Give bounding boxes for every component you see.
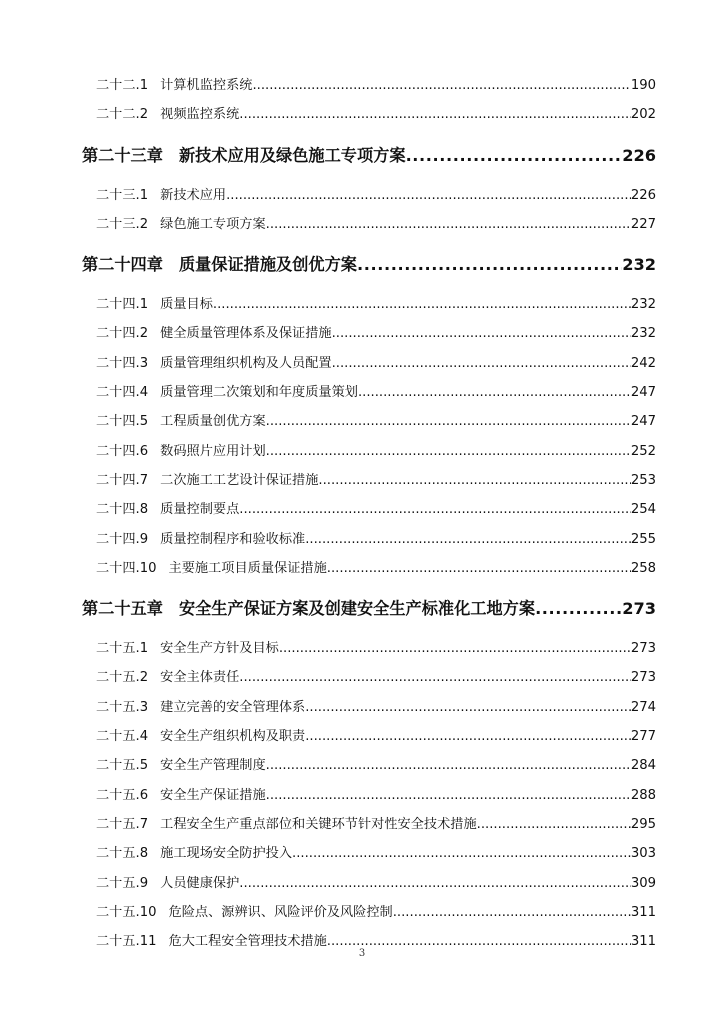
toc-entry-page: 273 [630,670,656,686]
toc-dot-leader [239,663,631,692]
toc-entry-number: 第二十四章 [82,255,163,275]
toc-entry-title: 工程安全生产重点部位和关键环节针对性安全技术措施 [160,816,477,832]
toc-entry-number: 二十五.11 [96,934,157,950]
toc-dot-leader [535,583,622,634]
toc-entry-title: 质量目标 [160,297,213,313]
toc-dot-leader [266,407,631,436]
toc-entry-page: 247 [630,385,656,401]
toc-entry-number: 二十四.3 [96,355,149,371]
toc-entry-number: 二十五.3 [96,699,149,715]
toc-entry-number: 二十五.7 [96,816,149,832]
toc-section-entry[interactable] [82,290,656,319]
toc-entry-page: 232 [630,326,656,342]
toc-entry-number: 二十五.2 [96,670,149,686]
toc-entry-page: 273 [630,641,656,657]
toc-entry-page: 202 [630,107,656,123]
toc-entry-title: 视频监控系统 [160,107,240,123]
toc-dot-leader [239,869,631,898]
toc-dot-leader [239,100,631,129]
toc-entry-number: 二十四.6 [96,443,149,459]
toc-section-entry[interactable] [82,210,656,239]
toc-dot-leader [332,319,631,348]
toc-entry-title: 健全质量管理体系及保证措施 [160,326,332,342]
toc-entry-page: 232 [622,255,656,275]
toc-entry-number: 二十五.8 [96,846,149,862]
toc-entry-number: 二十四.5 [96,414,149,430]
toc-entry-page: 284 [630,758,656,774]
toc-dot-leader [305,722,631,751]
toc-entry-page: 254 [630,502,656,518]
toc-entry-number: 二十五.6 [96,787,149,803]
toc-entry-page: 247 [630,414,656,430]
toc-entry-page: 258 [630,560,656,576]
toc-entry-title: 危大工程安全管理技术措施 [168,934,327,950]
toc-section-entry[interactable] [82,869,656,898]
toc-entry-number: 二十四.10 [96,560,157,576]
toc-entry-title: 数码照片应用计划 [160,443,266,459]
toc-entry-page: 227 [630,216,656,232]
toc-entry-title: 绿色施工专项方案 [160,216,266,232]
toc-entry-title: 计算机监控系统 [160,78,253,93]
toc-entry-title: 新技术应用及绿色施工专项方案 [178,145,406,165]
toc-entry-title: 工程质量创优方案 [160,414,266,430]
toc-entry-number: 二十三.1 [96,187,149,203]
toc-dot-leader [266,751,631,780]
toc-entry-number: 第二十三章 [82,145,163,165]
toc-entry-title: 二次施工工艺设计保证措施 [160,472,319,488]
toc-dot-leader [266,437,631,466]
toc-entry-number: 二十四.8 [96,502,149,518]
toc-entry-title: 质量控制要点 [160,502,240,518]
toc-entry-page: 226 [622,145,656,165]
toc-entry-number: 二十五.10 [96,904,157,920]
toc-entry-title: 施工现场安全防护投入 [160,846,293,862]
toc-dot-leader [226,181,631,210]
toc-dot-leader [239,495,631,524]
toc-section-entry[interactable] [82,663,656,692]
toc-entry-number: 二十三.2 [96,216,149,232]
toc-entry-page: 288 [630,787,656,803]
table-of-contents [82,71,656,956]
toc-entry-title: 新技术应用 [160,187,227,203]
toc-section-entry[interactable] [82,525,656,554]
toc-dot-leader [358,378,631,407]
toc-section-entry[interactable] [82,810,656,839]
toc-section-entry[interactable] [82,181,656,210]
toc-chapter-entry[interactable] [82,130,656,181]
toc-entry-number: 二十四.1 [96,297,149,313]
toc-entry-title: 安全主体责任 [160,670,240,686]
toc-section-entry[interactable] [82,634,656,663]
toc-section-entry[interactable] [82,319,656,348]
toc-entry-page: 303 [630,846,656,862]
toc-section-entry[interactable] [82,100,656,129]
toc-section-entry[interactable] [82,466,656,495]
toc-entry-title: 质量控制程序和验收标准 [160,531,306,547]
toc-section-entry[interactable] [82,407,656,436]
toc-entry-title: 质量管理二次策划和年度质量策划 [160,385,358,401]
toc-entry-number: 二十四.7 [96,472,149,488]
toc-dot-leader [279,634,631,663]
toc-entry-page: 309 [630,875,656,891]
toc-entry-page: 311 [630,934,656,950]
toc-section-entry[interactable] [82,693,656,722]
toc-section-entry[interactable] [82,71,656,100]
toc-entry-title: 质量管理组织机构及人员配置 [160,355,332,371]
toc-dot-leader [305,693,631,722]
toc-entry-title: 安全生产组织机构及职责 [160,729,306,745]
toc-entry-number: 二十五.5 [96,758,149,774]
toc-dot-leader [292,839,631,868]
toc-dot-leader [252,71,630,100]
toc-entry-title: 人员健康保护 [160,875,240,891]
toc-entry-page: 232 [630,297,656,313]
toc-dot-leader [393,898,631,927]
toc-entry-page: 255 [630,531,656,547]
toc-section-entry[interactable] [82,839,656,868]
page-number: 3 [358,948,366,959]
toc-section-entry[interactable] [82,781,656,810]
toc-dot-leader [332,349,631,378]
toc-section-entry[interactable] [82,349,656,378]
toc-section-entry[interactable] [82,898,656,927]
toc-entry-page: 242 [630,355,656,371]
toc-entry-page: 253 [630,472,656,488]
toc-entry-number: 二十四.4 [96,385,149,401]
toc-chapter-entry[interactable] [82,239,656,290]
toc-section-entry[interactable] [82,722,656,751]
toc-dot-leader [406,130,623,181]
toc-entry-page: 295 [630,816,656,832]
toc-dot-leader [266,781,631,810]
toc-entry-title: 危险点、源辨识、风险评价及风险控制 [168,904,393,920]
toc-dot-leader [305,525,631,554]
toc-entry-number: 二十五.1 [96,641,149,657]
toc-entry-number: 第二十五章 [82,599,163,619]
toc-entry-page: 273 [622,599,656,619]
toc-entry-title: 建立完善的安全管理体系 [160,699,306,715]
toc-entry-number: 二十四.2 [96,326,149,342]
toc-dot-leader [327,554,631,583]
toc-dot-leader [318,466,630,495]
toc-entry-page: 311 [630,904,656,920]
toc-entry-title: 安全生产保证方案及创建安全生产标准化工地方案 [178,599,536,619]
toc-entry-number: 二十五.4 [96,729,149,745]
toc-entry-number: 二十五.9 [96,875,149,891]
toc-entry-title: 质量保证措施及创优方案 [178,255,357,275]
toc-entry-title: 安全生产方针及目标 [160,641,279,657]
toc-section-entry[interactable] [82,378,656,407]
toc-entry-page: 277 [630,729,656,745]
toc-section-entry[interactable] [82,437,656,466]
toc-entry-page: 190 [630,78,656,93]
toc-entry-number: 二十二.2 [96,107,149,123]
toc-entry-page: 226 [630,187,656,203]
toc-entry-title: 安全生产管理制度 [160,758,266,774]
toc-section-entry[interactable] [82,495,656,524]
toc-entry-number: 二十四.9 [96,531,149,547]
toc-entry-page: 274 [630,699,656,715]
toc-dot-leader [266,210,631,239]
toc-entry-title: 主要施工项目质量保证措施 [168,560,327,576]
toc-entry-title: 安全生产保证措施 [160,787,266,803]
toc-dot-leader [477,810,631,839]
toc-section-entry[interactable] [82,751,656,780]
toc-chapter-entry[interactable] [82,583,656,634]
toc-section-entry[interactable] [82,554,656,583]
toc-entry-number: 二十二.1 [96,78,149,93]
toc-dot-leader [357,239,622,290]
toc-entry-page: 252 [630,443,656,459]
toc-dot-leader [213,290,631,319]
